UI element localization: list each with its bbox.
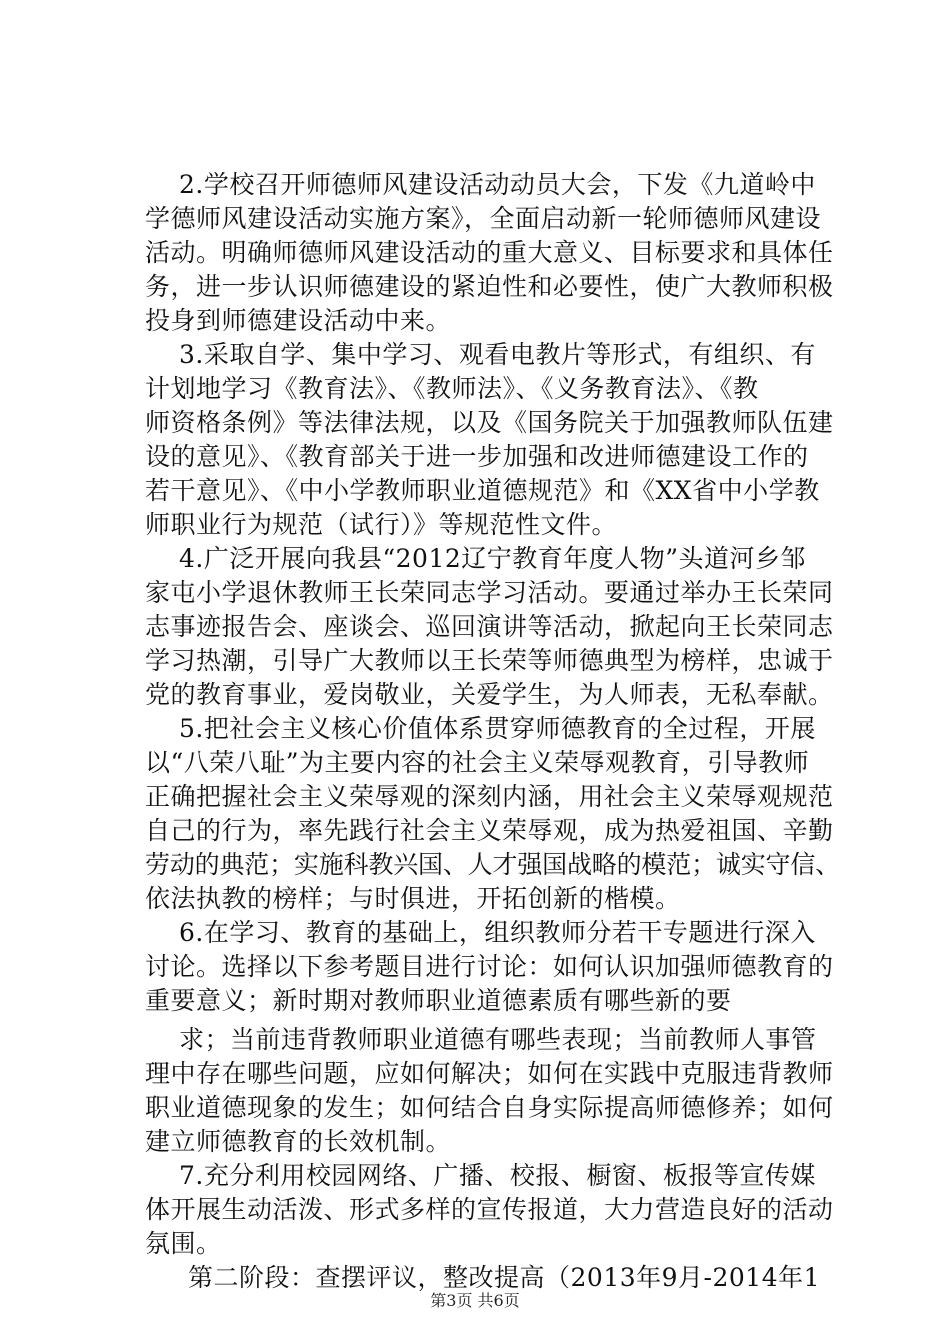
paragraph-6-line-5: 理中存在哪些问题，应如何解决；如何在实践中克服违背教师 — [145, 1059, 834, 1088]
paragraph-6-line-3: 重要意义；新时期对教师职业道德素质有哪些新的要 — [145, 986, 732, 1015]
paragraph-2-line-4: 务，进一步认识师德建设的紧迫性和必要性，使广大教师积极 — [145, 272, 834, 301]
paragraph-5-line-6: 依法执教的榜样；与时俱进，开拓创新的楷模。 — [145, 884, 681, 913]
paragraph-5-line-4: 自己的行为，率先践行社会主义荣辱观，成为热爱祖国、辛勤 — [145, 816, 834, 845]
paragraph-6-line-2: 讨论。选择以下参考题目进行讨论：如何认识加强师德教育的 — [145, 952, 834, 981]
paragraph-2-line-2: 学德师风建设活动实施方案》，全面启动新一轮师德师风建设 — [145, 204, 822, 233]
paragraph-5-line-5: 劳动的典范；实施科教兴国、人才强国战略的模范；诚实守信、 — [145, 850, 841, 879]
paragraph-3-line-1: 3.采取自学、集中学习、观看电教片等形式，有组织、有 — [179, 340, 816, 369]
paragraph-5-line-3: 正确把握社会主义荣辱观的深刻内涵，用社会主义荣辱观规范 — [145, 782, 834, 811]
paragraph-2-line-1: 2.学校召开师德师风建设活动动员大会，下发《九道岭中 — [179, 170, 816, 199]
paragraph-4-line-2: 家屯小学退休教师王长荣同志学习活动。要通过举办王长荣同 — [145, 578, 834, 607]
paragraph-3-line-5: 若干意见》、《中小学教师职业道德规范》和《XX省中小学教 — [145, 476, 820, 505]
paragraph-6-line-6: 职业道德现象的发生；如何结合自身实际提高师德修养；如何 — [145, 1093, 834, 1122]
paragraph-4-line-1: 4.广泛开展向我县“2012辽宁教育年度人物”头道河乡邹 — [179, 544, 807, 573]
paragraph-6-line-7: 建立师德教育的长效机制。 — [145, 1127, 452, 1156]
paragraph-7-line-3: 氛围。 — [145, 1229, 222, 1258]
paragraph-5-line-1: 5.把社会主义核心价值体系贯穿师德教育的全过程，开展 — [179, 714, 816, 743]
paragraph-5-line-2: 以“八荣八耻”为主要内容的社会主义荣辱观教育，引导教师 — [145, 748, 810, 777]
page-footer: 第3页 共6页 — [430, 1291, 520, 1310]
paragraph-3-line-3: 师资格条例》等法律法规，以及《国务院关于加强教师队伍建 — [145, 408, 834, 437]
paragraph-3-line-6: 师职业行为规范（试行）》等规范性文件。 — [145, 510, 618, 539]
paragraph-2-line-3: 活动。明确师德师风建设活动的重大意义、目标要求和具体任 — [145, 238, 834, 267]
paragraph-6-line-1: 6.在学习、教育的基础上，组织教师分若干专题进行深入 — [179, 918, 816, 947]
paragraph-4-line-5: 党的教育事业，爱岗敬业，关爱学生，为人师表，无私奉献。 — [145, 680, 834, 709]
paragraph-4-line-3: 志事迹报告会、座谈会、巡回演讲等活动，掀起向王长荣同志 — [145, 612, 834, 641]
paragraph-7-line-1: 7.充分利用校园网络、广播、校报、橱窗、板报等宣传媒 — [179, 1161, 816, 1190]
paragraph-2-line-5: 投身到师德建设活动中来。 — [145, 306, 452, 335]
paragraph-3-line-2: 计划地学习《教育法》、《教师法》、《义务教育法》、《教 — [145, 374, 759, 403]
paragraph-6-line-4: 求；当前违背教师职业道德有哪些表现；当前教师人事管 — [179, 1025, 817, 1054]
stage-2-heading: 第二阶段：查摆评议，整改提高（2013年9月-2014年1 — [188, 1263, 821, 1292]
paragraph-7-line-2: 体开展生动活泼、形式多样的宣传报道，大力营造良好的活动 — [145, 1195, 834, 1224]
paragraph-4-line-4: 学习热潮，引导广大教师以王长荣等师德典型为榜样，忠诚于 — [145, 646, 834, 675]
paragraph-3-line-4: 设的意见》、《教育部关于进一步加强和改进师德建设工作的 — [145, 442, 809, 471]
